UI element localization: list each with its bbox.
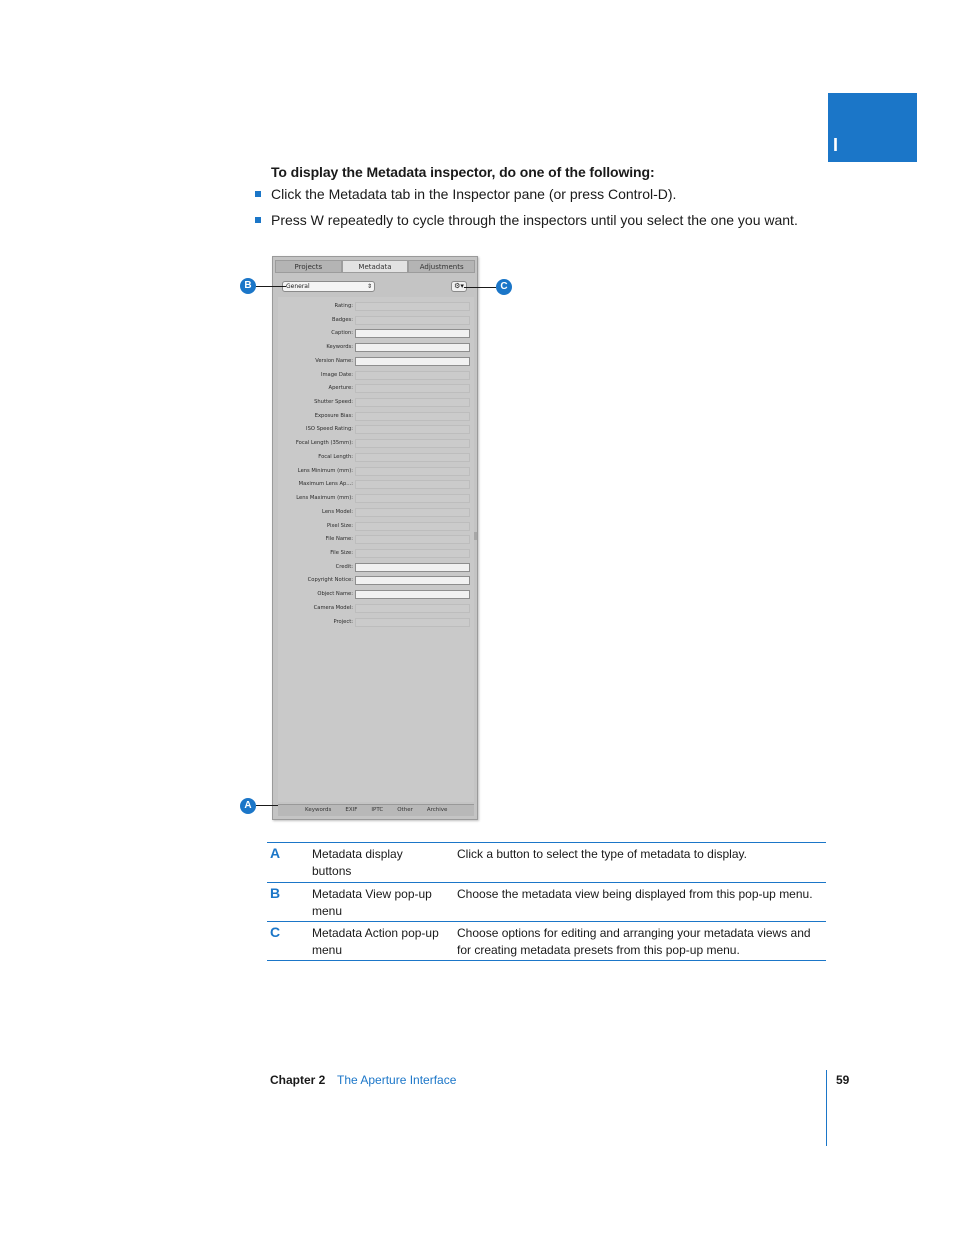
footer-chapter: Chapter 2 [270,1073,326,1087]
metadata-field-row [278,576,474,586]
metadata-field-label: Version Name: [315,357,353,364]
legend-row [267,921,826,961]
callout-c: C [496,279,512,295]
legend-letter: B [270,885,281,901]
metadata-field-label: Focal Length: [318,453,353,460]
callout-c-line [464,287,496,288]
metadata-field-row [278,522,474,532]
metadata-field-label: Image Date: [320,371,353,378]
metadata-field-row [278,302,474,312]
metadata-field-label: Credit: [335,563,353,570]
callout-a-line [256,805,278,806]
legend-row [267,882,826,921]
metadata-field-label: File Name: [325,536,353,543]
metadata-field-label: File Size: [330,549,353,556]
legend-letter: C [270,924,281,940]
metadata-field-value [355,508,470,517]
instructions-heading: To display the Metadata inspector, do one of the following: [271,164,655,180]
metadata-field-label: Exposure Bias: [314,412,353,419]
metadata-field-row [278,590,474,600]
metadata-field-label: Maximum Lens Ap...: [298,481,353,488]
legend-letter: A [270,845,281,861]
metadata-field-value[interactable] [355,329,470,338]
metadata-view-popup-value: General [286,283,310,290]
popup-arrows-icon: ⇕ [366,283,372,290]
metadata-field-label: Keywords: [326,344,353,351]
legend-description: Click a button to select the type of metadata to display. [457,847,747,861]
resize-handle[interactable] [474,532,477,540]
metadata-field-value[interactable] [355,343,470,352]
metadata-field-row [278,343,474,353]
metadata-field-row [278,563,474,573]
metadata-field-value[interactable] [355,563,470,572]
metadata-field-value [355,535,470,544]
legend-term: Metadata display buttons [312,847,403,878]
metadata-field-value [355,618,470,627]
metadata-field-value [355,453,470,462]
metadata-field-label: ISO Speed Rating: [306,426,353,433]
tab-projects[interactable]: Projects [275,260,342,273]
metadata-field-label: Object Name: [317,591,353,598]
metadata-field-value [355,425,470,434]
display-button-keywords[interactable]: Keywords [305,807,332,813]
metadata-field-value [355,480,470,489]
legend-term: Metadata Action pop-up menu [312,926,439,957]
metadata-field-row [278,412,474,422]
metadata-field-label: Lens Model: [322,508,353,515]
gear-icon: ⚙▾ [454,282,464,290]
metadata-field-label: Copyright Notice: [307,577,353,584]
bullet-text: Click the Metadata tab in the Inspector pane (or press Control-D). [271,186,677,202]
metadata-field-row [278,453,474,463]
legend-description: Choose options for editing and arranging your metadata views and for creating metadata presets from this pop-up menu. [457,926,811,957]
footer-chapter-title: The Aperture Interface [337,1073,457,1087]
metadata-field-value [355,494,470,503]
metadata-field-value[interactable] [355,576,470,585]
legend-row [267,842,826,882]
metadata-field-row [278,316,474,326]
inspector-tabs [275,260,475,273]
bullet-square-icon [255,191,261,197]
metadata-field-label: Lens Maximum (mm): [296,495,353,502]
metadata-field-label: Caption: [331,330,353,337]
callout-b: B [240,278,256,294]
metadata-display-buttons [278,804,474,816]
metadata-field-label: Lens Minimum (mm): [297,467,353,474]
legend-table [267,842,826,961]
chapter-tab [828,93,917,162]
metadata-field-value [355,522,470,531]
metadata-field-row [278,494,474,504]
metadata-field-value [355,467,470,476]
metadata-inspector [272,256,478,820]
metadata-field-value[interactable] [355,357,470,366]
metadata-field-row [278,535,474,545]
footer-divider [826,1070,827,1146]
metadata-field-value [355,384,470,393]
metadata-field-row [278,467,474,477]
metadata-field-row [278,508,474,518]
metadata-field-value [355,398,470,407]
metadata-field-row [278,439,474,449]
metadata-field-label: Rating: [334,303,353,309]
metadata-field-value [355,302,470,311]
metadata-field-value[interactable] [355,590,470,599]
metadata-field-value [355,439,470,448]
metadata-field-label: Aperture: [328,385,353,392]
metadata-field-row [278,329,474,339]
metadata-field-row [278,425,474,435]
metadata-field-label: Badges: [332,316,353,323]
metadata-field-label: Focal Length (35mm): [295,440,353,447]
callout-a: A [240,798,256,814]
legend-term: Metadata View pop-up menu [312,887,432,918]
callout-b-line [256,286,286,287]
bullet-square-icon [255,217,261,223]
chapter-tab-mark: I [833,135,839,155]
metadata-field-value [355,412,470,421]
metadata-field-row [278,480,474,490]
display-button-archive[interactable]: Archive [426,807,448,813]
metadata-field-row [278,398,474,408]
metadata-field-row [278,371,474,381]
tab-metadata[interactable]: Metadata [342,260,409,273]
metadata-field-value [355,549,470,558]
legend-description: Choose the metadata view being displayed from this pop-up menu. [457,887,813,901]
metadata-field-label: Camera Model: [313,604,353,611]
metadata-field-row [278,357,474,367]
metadata-field-row [278,549,474,559]
metadata-view-popup[interactable] [282,281,375,292]
bullet-text: Press W repeatedly to cycle through the inspectors until you select the one you want. [271,212,798,228]
metadata-field-row [278,604,474,614]
tab-adjustments[interactable]: Adjustments [408,260,475,273]
metadata-field-label: Shutter Speed: [314,399,353,406]
metadata-field-row [278,384,474,394]
metadata-field-value [355,604,470,613]
metadata-field-value [355,316,470,325]
display-button-exif[interactable]: EXIF [345,807,358,813]
metadata-field-label: Project: [333,618,353,625]
metadata-field-value [355,371,470,380]
metadata-field-label: Pixel Size: [326,522,353,529]
display-button-iptc[interactable]: IPTC [371,807,384,813]
page-number: 59 [836,1073,850,1087]
metadata-field-list [278,297,474,802]
metadata-field-row [278,618,474,628]
display-button-other[interactable]: Other [397,807,413,813]
